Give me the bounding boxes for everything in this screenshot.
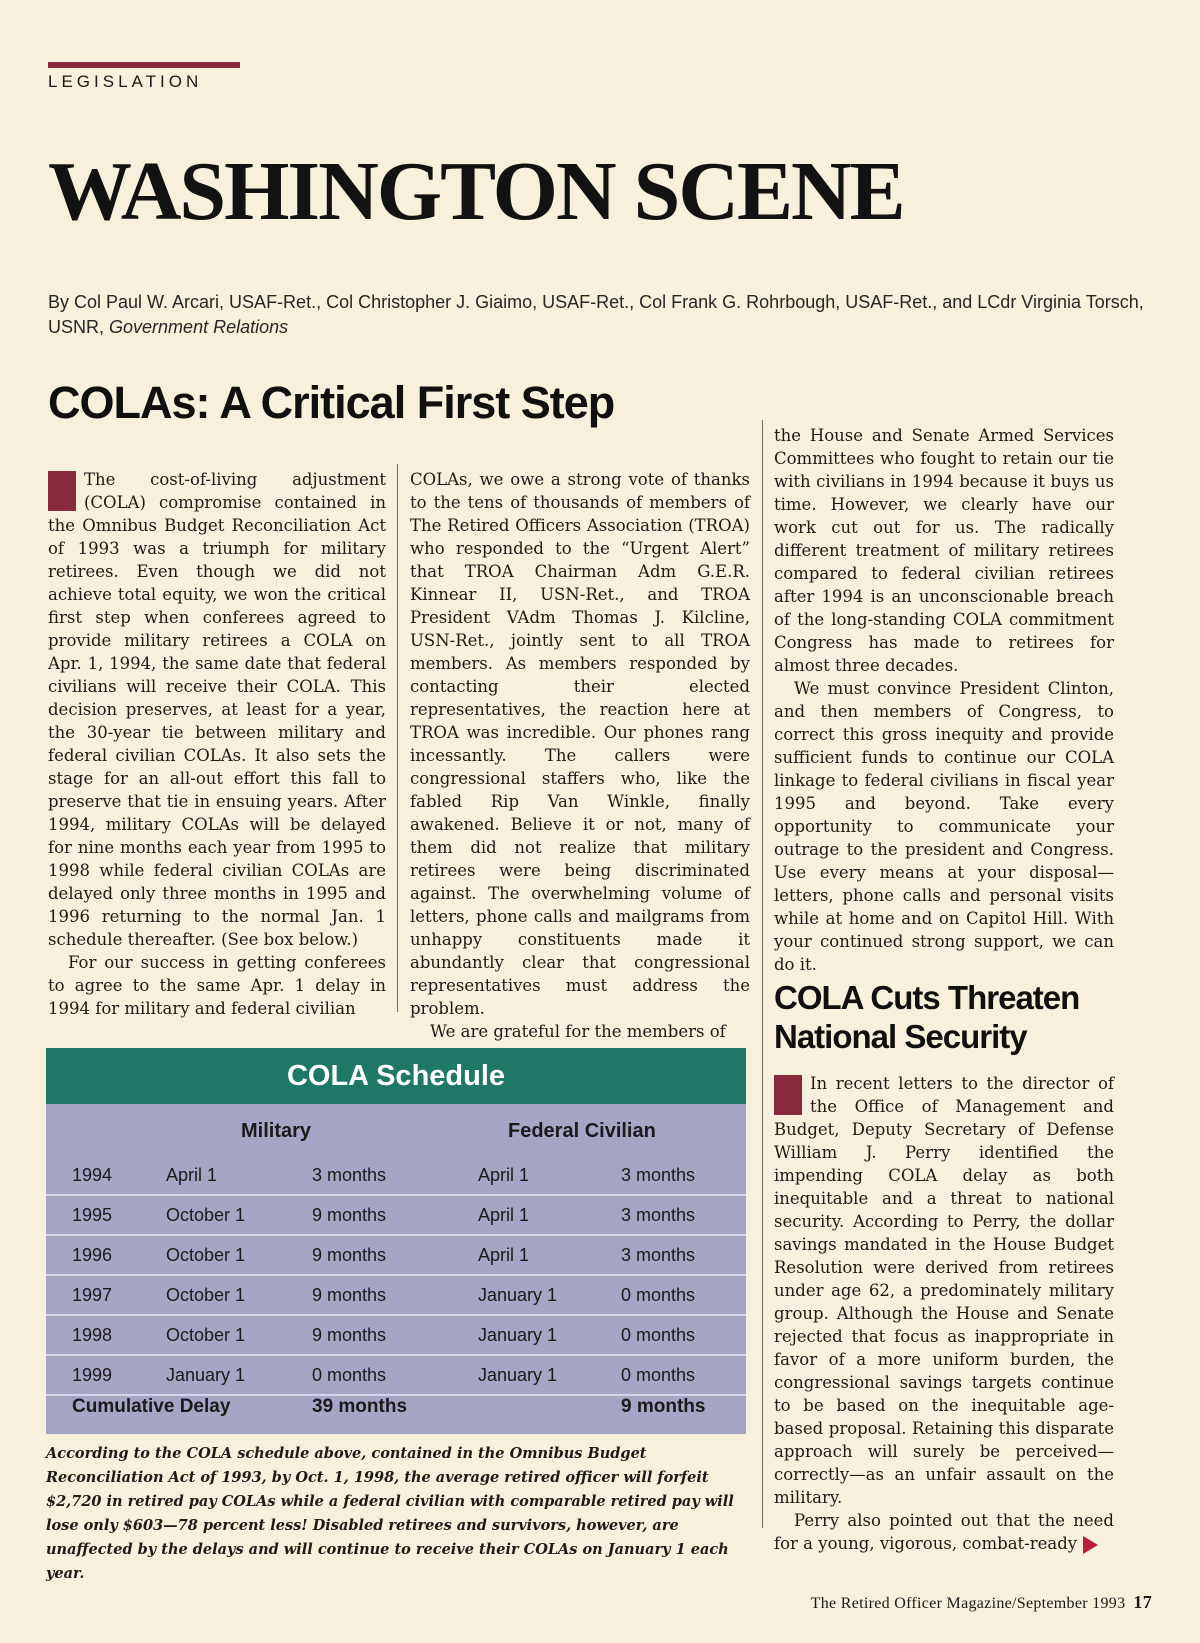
- military-date-cell: October 1: [166, 1325, 246, 1345]
- military-date-cell: April 1: [166, 1165, 218, 1185]
- drop-cap-square: [774, 1075, 802, 1115]
- article-headline: COLAs: A Critical First Step: [48, 377, 615, 428]
- military-delay-cell: 0 months: [312, 1365, 387, 1385]
- table-row: [46, 1356, 746, 1396]
- military-date-cell: October 1: [166, 1205, 246, 1225]
- publication-name: The Retired Officer Magazine/September 1993: [810, 1595, 1126, 1612]
- column-divider: [762, 420, 763, 1528]
- federal-delay-cell: 0 months: [621, 1285, 696, 1305]
- column-divider: [397, 464, 398, 1012]
- section-accent-rule: [48, 62, 240, 68]
- table-row: [46, 1276, 746, 1316]
- table-row: [46, 1316, 746, 1356]
- paragraph: We are grateful for the members of: [430, 1022, 726, 1041]
- paragraph: COLAs, we owe a strong vote of thanks to the tens of thousands of members of The Retired Officers Association (TROA) who responded to the “Urgent Alert” that TROA Chairman Adm G.E.R. Kinnear II, USN-Ret., and TROA President VAdm Thomas J. Kilcline, USN-Ret., jointly sent to all TROA members. As members responded by contacting their elected representatives, the reaction here at TROA was incredible. Our phones rang incessantly. The callers were congressional staffers who, like the fabled Rip Van Winkle, finally awakened. Believe it or not, many of them did not realize that military retirees were being discriminated against. The overwhelming volume of letters, phone calls and mailgrams from unhappy constituents made it abundantly clear that congressional representatives must address the problem.: [410, 470, 750, 1018]
- federal-date-cell: April 1: [478, 1245, 530, 1265]
- year-cell: 1997: [72, 1285, 113, 1305]
- sidebar-headline: COLA Cuts Threaten National Security: [774, 979, 1080, 1055]
- year-cell: 1994: [72, 1165, 113, 1185]
- year-cell: 1999: [72, 1365, 113, 1385]
- section-label: LEGISLATION: [48, 72, 203, 91]
- paragraph: Perry also pointed out that the need for a young, vigorous, combat-ready: [774, 1511, 1114, 1553]
- byline: [48, 290, 1158, 340]
- federal-date-cell: January 1: [478, 1285, 558, 1305]
- article2-column: [774, 1072, 1114, 1555]
- article-column-1: [48, 468, 386, 1020]
- drop-cap-square: [48, 471, 76, 511]
- federal-date-cell: January 1: [478, 1325, 558, 1345]
- continue-arrow-icon: [1083, 1536, 1098, 1554]
- military-date-cell: October 1: [166, 1245, 246, 1265]
- year-cell: 1995: [72, 1205, 113, 1225]
- federal-delay-cell: 0 months: [621, 1325, 696, 1345]
- federal-delay-cell: 3 months: [621, 1205, 696, 1225]
- federal-delay-cell: 3 months: [621, 1245, 696, 1265]
- military-group-header: Military: [241, 1120, 312, 1142]
- page-footer: [811, 1592, 1152, 1613]
- paragraph: We must convince President Clinton, and then members of Congress, to correct this gross inequity and provide sufficient funds to continue our COLA linkage to federal civilians in fiscal year 1995 and beyond. Take every opportunity to communicate your outrage to the president and Congress. Use every means at your disposal—letters, phone calls and personal visits while at home and on Capitol Hill. With your continued strong support, we can do it.: [774, 679, 1114, 974]
- military-delay-cell: 9 months: [312, 1285, 387, 1305]
- table-row: [46, 1236, 746, 1276]
- cola-table-body: [46, 1156, 746, 1396]
- page-number: 17: [1133, 1592, 1152, 1612]
- year-cell: 1998: [72, 1325, 113, 1345]
- military-delay-cell: 9 months: [312, 1245, 387, 1265]
- article-column-2: [410, 468, 750, 1043]
- paragraph: In recent letters to the director of the Office of Management and Budget, Deputy Secretary of Defense William J. Perry identified the impending COLA delay as both inequitable and a threat to national security. According to Perry, the dollar savings mandated in the House Budget Resolution were derived from retirees under age 62, a predominately military group. Although the House and Senate rejected that focus as inappropriate in favor of a more uniform burden, the congressional savings targets continue to be based on the inequitable age-based proposal. Retaining this disparate approach will surely be perceived—correctly—as an unfair assault on the military.: [774, 1074, 1114, 1507]
- federal-date-cell: April 1: [478, 1205, 530, 1225]
- table-row: [46, 1196, 746, 1236]
- table-row: [46, 1156, 746, 1196]
- page-title: WASHINGTON SCENE: [48, 145, 904, 238]
- paragraph: the House and Senate Armed Services Committees who fought to retain our tie with civilians in 1994 because it buys us time. However, we clearly have our work cut out for us. The radically different treatment of military retirees compared to federal civilian retirees after 1994 is an unconscionable breach of the long-standing COLA commitment Congress has made to retirees for almost three decades.: [774, 426, 1114, 675]
- paragraph: For our success in getting conferees to agree to the same Apr. 1 delay in 1994 for military and federal civilian: [48, 953, 386, 1018]
- federal-date-cell: April 1: [478, 1165, 530, 1185]
- year-cell: 1996: [72, 1245, 113, 1265]
- cumulative-label: Cumulative Delay: [72, 1396, 231, 1417]
- military-date-cell: January 1: [166, 1365, 246, 1385]
- federal-delay-cell: 3 months: [621, 1165, 696, 1185]
- cumulative-federal: 9 months: [621, 1396, 706, 1417]
- byline-role: Government Relations: [109, 317, 289, 337]
- federal-date-cell: January 1: [478, 1365, 558, 1385]
- military-date-cell: October 1: [166, 1285, 246, 1305]
- article-column-3: [774, 424, 1114, 976]
- federal-group-header: Federal Civilian: [508, 1120, 656, 1142]
- paragraph: The cost-of-living adjustment (COLA) compromise contained in the Omnibus Budget Reconciliation Act of 1993 was a triumph for military retirees. Even though we did not achieve total equity, we won the critical first step when conferees agreed to provide military retirees a COLA on Apr. 1, 1994, the same date that federal civilians will receive their COLA. This decision preserves, at least for a year, the 30-year tie between military and federal civilian COLAs. It also sets the stage for an all-out effort this fall to preserve that tie in ensuing years. After 1994, military COLAs will be delayed for nine months each year from 1995 to 1998 while federal civilian COLAs are delayed only three months in 1995 and 1996 returning to the normal Jan. 1 schedule thereafter. (See box below.): [48, 470, 386, 949]
- cumulative-military: 39 months: [312, 1396, 408, 1417]
- byline-authors: By Col Paul W. Arcari, USAF-Ret., Col Christopher J. Giaimo, USAF-Ret., Col Frank G. Rohrbough, USAF-Ret., and LCdr Virginia Torsch, USNR,: [48, 292, 1144, 337]
- cola-table-title: COLA Schedule: [46, 1048, 746, 1104]
- cola-schedule-table: [46, 1048, 746, 1434]
- military-delay-cell: 9 months: [312, 1325, 387, 1345]
- federal-delay-cell: 0 months: [621, 1365, 696, 1385]
- military-delay-cell: 9 months: [312, 1205, 387, 1225]
- military-delay-cell: 3 months: [312, 1165, 387, 1185]
- cumulative-delay-row: [46, 1396, 746, 1426]
- table-caption: According to the COLA schedule above, contained in the Omnibus Budget Reconciliation Act of 1993, by Oct. 1, 1998, the average retired officer will forfeit $2,720 in retired pay COLAs while a federal civilian with comparable retired pay will lose only $603—78 percent less! Disabled retirees and survivors, however, are unaffected by the delays and will continue to receive their COLAs on January 1 each year.: [46, 1445, 734, 1582]
